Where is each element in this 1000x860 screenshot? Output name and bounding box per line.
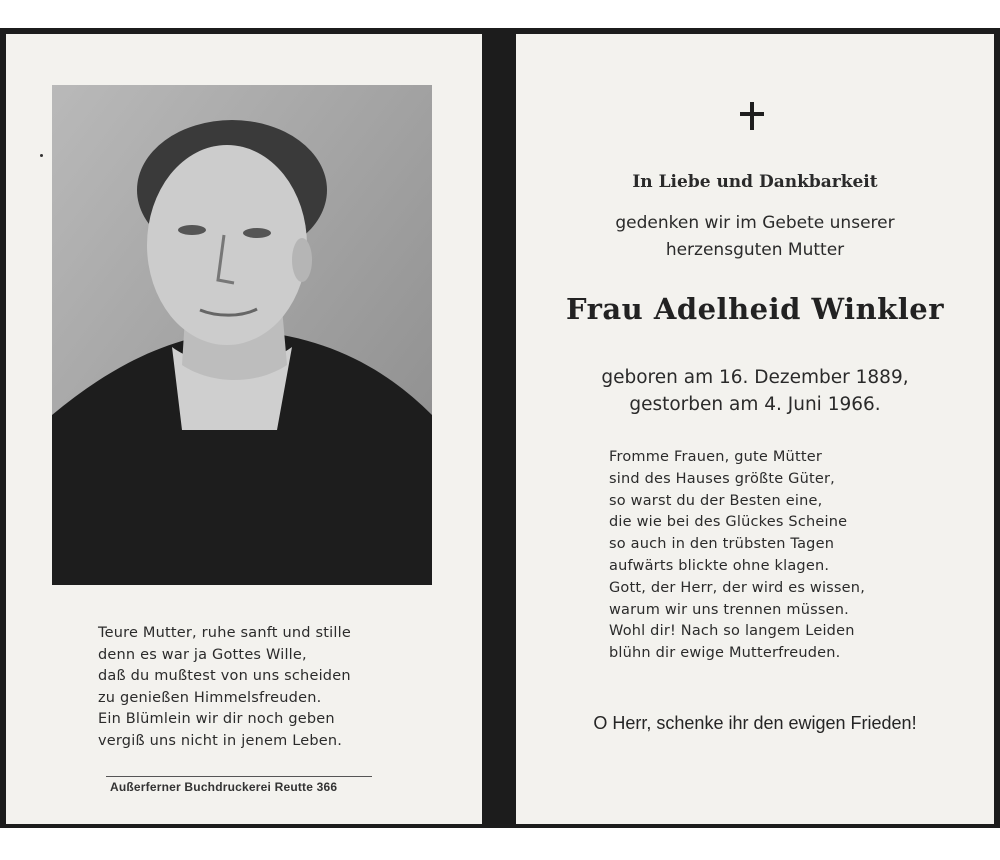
cross-icon (736, 100, 768, 132)
left-poem-line: Teure Mutter, ruhe sanft und stille (98, 625, 351, 641)
portrait-photo (52, 85, 432, 585)
left-poem (98, 623, 398, 753)
dedication-line: gedenken wir im Gebete unserer (615, 213, 895, 233)
death-date: gestorben am 4. Juni 1966. (629, 394, 881, 415)
left-poem-line: Ein Blümlein wir dir noch geben (98, 711, 335, 728)
left-poem-line: zu genießen Himmelsfreuden. (98, 689, 322, 706)
right-poem-line: so auch in den trübsten Tagen (609, 536, 835, 553)
right-poem-line: blühn dir ewige Mutterfreuden. (609, 645, 841, 662)
left-poem-line: vergiß uns nicht in jenem Leben. (98, 732, 343, 749)
left-poem-line: daß du mußtest von uns scheiden (98, 668, 351, 685)
right-poem-line: Fromme Frauen, gute Mütter (609, 449, 822, 465)
right-card (516, 34, 994, 824)
printer-credit: Außerferner Buchdruckerei Reutte 366 (110, 780, 338, 794)
dedication-line: herzensguten Mutter (665, 240, 845, 260)
ink-speck (40, 154, 43, 157)
dedication-heading: In Liebe und Dankbarkeit (632, 172, 878, 192)
printer-divider (106, 776, 372, 777)
right-poem-line: Wohl dir! Nach so langem Leiden (609, 623, 855, 640)
right-poem-line: aufwärts blickte ohne klagen. (609, 557, 830, 574)
birth-date: geboren am 16. Dezember 1889, (601, 367, 909, 388)
closing-prayer: O Herr, schenke ihr den ewigen Frieden! (593, 713, 917, 733)
right-poem-line: warum wir uns trennen müssen. (609, 601, 849, 618)
right-poem-line: Gott, der Herr, der wird es wissen, (609, 579, 866, 596)
deceased-name: Frau Adelheid Winkler (566, 292, 944, 326)
right-poem-line: die wie bei des Glückes Scheine (609, 514, 848, 531)
right-poem (609, 447, 929, 665)
right-poem-line: sind des Hauses größte Güter, (609, 470, 835, 487)
right-poem-line: so warst du der Besten eine, (609, 492, 823, 509)
left-poem-line: denn es war ja Gottes Wille, (98, 646, 307, 663)
